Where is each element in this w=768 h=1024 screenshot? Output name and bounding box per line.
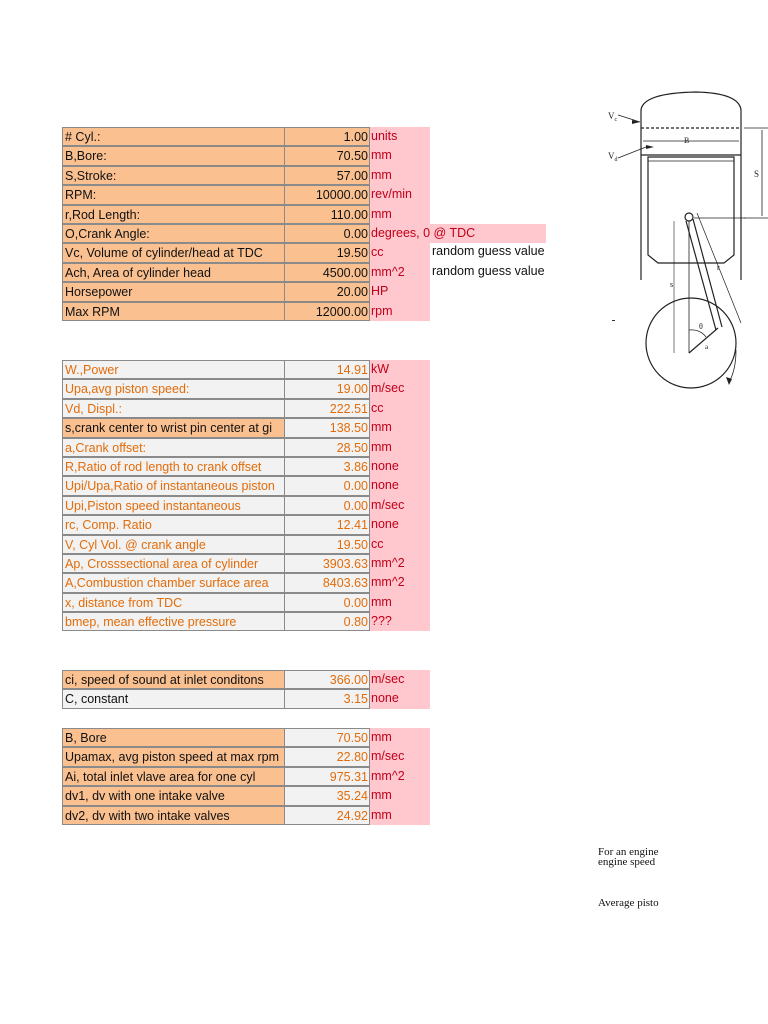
- row-label: Upi,Piston speed instantaneous: [62, 496, 285, 515]
- row-label: W.,Power: [62, 360, 285, 379]
- row-value[interactable]: 3.15: [285, 689, 370, 708]
- row-value[interactable]: 1.00: [285, 127, 370, 146]
- row-value[interactable]: 0.00: [285, 476, 370, 495]
- intake-valve-table: [62, 728, 432, 825]
- row-unit: mm: [370, 146, 430, 165]
- row-unit: mm^2: [370, 554, 430, 573]
- table-row: [62, 146, 432, 165]
- row-note: random guess value: [432, 263, 545, 278]
- row-label: # Cyl.:: [62, 127, 285, 146]
- row-unit: cc: [370, 399, 430, 418]
- table-row: [62, 554, 432, 573]
- row-label: rc, Comp. Ratio: [62, 515, 285, 534]
- row-value[interactable]: 19.00: [285, 379, 370, 398]
- table-row: [62, 224, 476, 243]
- row-unit: rev/min: [370, 185, 430, 204]
- row-value[interactable]: 70.50: [285, 146, 370, 165]
- row-value[interactable]: 10000.00: [285, 185, 370, 204]
- theta-label: θ: [699, 322, 703, 331]
- footnote-line-1: For an engine: [598, 846, 659, 858]
- row-label: S,Stroke:: [62, 166, 285, 185]
- table-row: [62, 573, 432, 592]
- row-unit: none: [370, 515, 430, 534]
- row-label: RPM:: [62, 185, 285, 204]
- table-row: [62, 689, 432, 708]
- row-value[interactable]: 24.92: [285, 806, 370, 825]
- row-label: Horsepower: [62, 282, 285, 301]
- row-value[interactable]: 975.31: [285, 767, 370, 786]
- table-row: [62, 496, 432, 515]
- row-value[interactable]: 19.50: [285, 243, 370, 262]
- row-label: Vd, Displ.:: [62, 399, 285, 418]
- stroke-label: S: [754, 169, 760, 179]
- row-value[interactable]: 35.24: [285, 786, 370, 805]
- table-row: [62, 593, 432, 612]
- row-unit: none: [370, 476, 430, 495]
- row-unit: degrees, 0 @ TDC: [370, 224, 546, 243]
- row-value[interactable]: 12.41: [285, 515, 370, 534]
- a-label: a: [705, 343, 709, 351]
- vd-label: $V_d$: [608, 151, 618, 163]
- table-row: [62, 476, 432, 495]
- table-row: [62, 515, 432, 534]
- row-label: Upamax, avg piston speed at max rpm: [62, 747, 285, 766]
- row-unit: mm: [370, 438, 430, 457]
- row-unit: kW: [370, 360, 430, 379]
- row-value[interactable]: 0.80: [285, 612, 370, 631]
- table-row: [62, 379, 432, 398]
- row-label: x, distance from TDC: [62, 593, 285, 612]
- row-value[interactable]: 0.00: [285, 496, 370, 515]
- row-label: a,Crank offset:: [62, 438, 285, 457]
- row-unit: m/sec: [370, 379, 430, 398]
- table-row: [62, 457, 432, 476]
- row-label: Ach, Area of cylinder head: [62, 263, 285, 282]
- footnote-line-2: engine speed: [598, 856, 656, 868]
- row-value[interactable]: 3903.63: [285, 554, 370, 573]
- row-label: Ai, total inlet vlave area for one cyl: [62, 767, 285, 786]
- row-unit: mm: [370, 786, 430, 805]
- table-row: [62, 302, 432, 321]
- table-row: [62, 166, 432, 185]
- row-value[interactable]: 222.51: [285, 399, 370, 418]
- row-unit: cc: [370, 535, 430, 554]
- computed-values-table: [62, 360, 432, 631]
- row-unit: mm: [370, 205, 430, 224]
- row-label: r,Rod Length:: [62, 205, 285, 224]
- row-value[interactable]: 3.86: [285, 457, 370, 476]
- row-unit: mm^2: [370, 767, 430, 786]
- row-unit: mm: [370, 806, 430, 825]
- row-label: dv2, dv with two intake valves: [62, 806, 285, 825]
- table-row: [62, 360, 432, 379]
- row-unit: m/sec: [370, 747, 430, 766]
- row-unit: none: [370, 457, 430, 476]
- row-label: Vc, Volume of cylinder/head at TDC: [62, 243, 285, 262]
- row-label: B, Bore: [62, 728, 285, 747]
- engine-geometry-diagram: [596, 85, 768, 415]
- table-row: [62, 282, 432, 301]
- row-unit: mm^2: [370, 573, 430, 592]
- row-label: B,Bore:: [62, 146, 285, 165]
- row-label: Ap, Crosssectional area of cylinder: [62, 554, 285, 573]
- table-row: [62, 438, 432, 457]
- footnote-piston: Average pisto: [598, 897, 659, 909]
- row-unit: m/sec: [370, 496, 430, 515]
- row-value[interactable]: 22.80: [285, 747, 370, 766]
- input-parameters-table: [62, 127, 545, 321]
- row-value[interactable]: 70.50: [285, 728, 370, 747]
- row-unit: rpm: [370, 302, 430, 321]
- vc-label: $V_c$: [608, 111, 618, 123]
- row-note: random guess value: [432, 244, 545, 259]
- dash-mark: [612, 320, 615, 321]
- row-unit: units: [370, 127, 430, 146]
- table-row: [62, 418, 432, 437]
- table-row: [62, 806, 432, 825]
- footnote-engine: [598, 847, 658, 867]
- row-label: Max RPM: [62, 302, 285, 321]
- inlet-conditions-table: [62, 670, 432, 709]
- r-label: r: [717, 263, 720, 272]
- row-value[interactable]: 138.50: [285, 418, 370, 437]
- table-row: [62, 263, 545, 282]
- row-value[interactable]: 110.00: [285, 205, 370, 224]
- table-row: [62, 185, 432, 204]
- table-row: [62, 535, 432, 554]
- row-label: Upa,avg piston speed:: [62, 379, 285, 398]
- row-value[interactable]: 28.50: [285, 438, 370, 457]
- row-label: V, Cyl Vol. @ crank angle: [62, 535, 285, 554]
- row-unit: HP: [370, 282, 430, 301]
- row-label: O,Crank Angle:: [62, 224, 285, 243]
- row-value[interactable]: 19.50: [285, 535, 370, 554]
- row-value[interactable]: 12000.00: [285, 302, 370, 321]
- table-row: [62, 728, 432, 747]
- table-row: [62, 243, 545, 262]
- row-label: ci, speed of sound at inlet conditons: [62, 670, 285, 689]
- row-unit: none: [370, 689, 430, 708]
- row-unit: mm: [370, 728, 430, 747]
- row-value[interactable]: 0.00: [285, 593, 370, 612]
- row-label: s,crank center to wrist pin center at gi: [62, 418, 285, 437]
- row-unit: m/sec: [370, 670, 430, 689]
- table-row: [62, 127, 432, 146]
- bore-label: B: [684, 136, 690, 145]
- table-row: [62, 786, 432, 805]
- row-label: bmep, mean effective pressure: [62, 612, 285, 631]
- row-value[interactable]: 14.91: [285, 360, 370, 379]
- row-unit: cc: [370, 243, 430, 262]
- row-value[interactable]: 8403.63: [285, 573, 370, 592]
- row-unit: mm: [370, 418, 430, 437]
- s-label: s: [670, 280, 674, 289]
- row-label: C, constant: [62, 689, 285, 708]
- row-value[interactable]: 4500.00: [285, 263, 370, 282]
- row-label: dv1, dv with one intake valve: [62, 786, 285, 805]
- row-value[interactable]: 366.00: [285, 670, 370, 689]
- table-row: [62, 399, 432, 418]
- row-label: A,Combustion chamber surface area: [62, 573, 285, 592]
- row-unit: mm^2: [370, 263, 430, 282]
- table-row: [62, 670, 432, 689]
- row-value[interactable]: 20.00: [285, 282, 370, 301]
- row-label: Upi/Upa,Ratio of instantaneous piston: [62, 476, 285, 495]
- table-row: [62, 767, 432, 786]
- table-row: [62, 747, 432, 766]
- row-unit: mm: [370, 166, 430, 185]
- row-value[interactable]: 0.00: [285, 224, 370, 243]
- table-row: [62, 205, 432, 224]
- table-row: [62, 612, 432, 631]
- row-label: R,Ratio of rod length to crank offset: [62, 457, 285, 476]
- row-unit: ???: [370, 612, 430, 631]
- row-value[interactable]: 57.00: [285, 166, 370, 185]
- row-unit: mm: [370, 593, 430, 612]
